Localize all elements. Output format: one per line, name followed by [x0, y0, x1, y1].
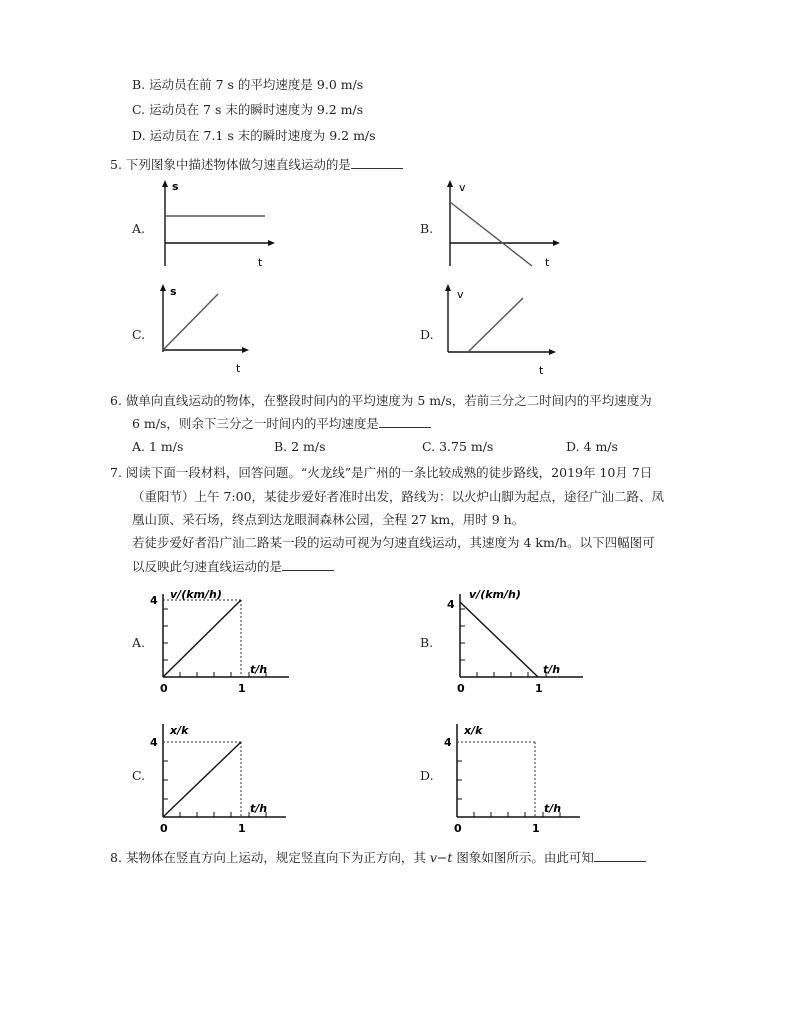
x-axis-label: t/h: [544, 802, 562, 815]
y-axis-label: x/k: [170, 724, 189, 737]
y-axis-label: v: [459, 181, 466, 194]
q6-choice-c: C. 3.75 m/s: [422, 439, 494, 454]
q7-graph-c: [146, 722, 296, 835]
x-tick-label: 1: [535, 682, 543, 695]
y-tick-label: 4: [447, 598, 455, 611]
origin-label: 0: [454, 822, 462, 835]
x-tick-label: 1: [238, 682, 246, 695]
y-axis-label: x/k: [464, 724, 483, 737]
x-arrow: [242, 347, 249, 353]
q4-option-c: C. 运动员在 7 s 末的瞬时速度为 9.2 m/s: [132, 102, 364, 117]
y-tick-label: 4: [444, 736, 452, 749]
q5-graph-a: [150, 178, 280, 273]
q7-line4: 若徒步爱好者沿广汕二路某一段的运动可视为匀速直线运动，其速度为 4 km/h。以下四幅图可: [132, 535, 655, 550]
q6-choice-d: D. 4 m/s: [566, 439, 618, 454]
q5-option-b-label: B.: [420, 221, 434, 236]
q5-graph-d: [433, 282, 563, 377]
q8-stem-part1: 8. 某物体在竖直方向上运动，规定竖直向下为正方向，其: [110, 850, 430, 865]
graph-line: [450, 202, 532, 266]
q7-line2: （重阳节）上午 7:00，某徒步爱好者准时出发，路线为：以火炉山脚为起点，途径广汕二路、凤: [132, 489, 665, 504]
q5-option-c-label: C.: [132, 327, 146, 342]
q8-answer-blank: [594, 849, 646, 862]
y-axis-label: v/(km/h): [170, 588, 222, 601]
x-axis-label: t: [539, 364, 544, 377]
y-arrow: [447, 180, 453, 187]
q7-option-b-label: B.: [420, 635, 434, 650]
x-arrow: [549, 349, 556, 355]
q5-option-d-label: D.: [420, 327, 434, 342]
q5-stem: [110, 156, 403, 173]
q8-stem-vt: v−t: [429, 850, 453, 865]
graph-line: [460, 602, 538, 677]
q7-line5: [132, 558, 334, 575]
origin-label: 0: [160, 682, 168, 695]
y-tick-label: 4: [150, 736, 158, 749]
q7-option-a-label: A.: [132, 635, 146, 650]
x-axis-label: t/h: [250, 663, 268, 676]
graph-line: [163, 294, 218, 350]
y-axis-label: s: [170, 285, 177, 298]
y-axis-label: v: [457, 288, 464, 301]
x-axis-label: t/h: [250, 802, 268, 815]
q7-line5-text: 以反映此匀速直线运动的是: [132, 559, 283, 574]
x-axis-label: t: [236, 362, 241, 375]
y-tick-label: 4: [150, 594, 158, 607]
q4-option-b: B. 运动员在前 7 s 的平均速度是 9.0 m/s: [132, 77, 364, 92]
q7-option-d-label: D.: [420, 768, 434, 783]
q6-choice-a: A. 1 m/s: [132, 439, 184, 454]
q7-option-c-label: C.: [132, 768, 146, 783]
y-arrow: [162, 180, 168, 187]
graph-line: [163, 600, 241, 677]
x-axis-label: t: [258, 256, 263, 269]
q5-graph-b: [435, 178, 565, 273]
x-tick-label: 1: [532, 822, 540, 835]
q7-answer-blank: [282, 558, 334, 571]
q5-stem-text: 5. 下列图象中描述物体做匀速直线运动的是: [110, 157, 351, 172]
x-tick-label: 1: [238, 822, 246, 835]
x-axis-label: t: [545, 256, 550, 269]
q6-stem-line1: 6. 做单向直线运动的物体，在整段时间内的平均速度为 5 m/s，若前三分之二时间内的平均速度为: [110, 393, 652, 408]
q6-answer-blank: [379, 415, 431, 428]
q7-graph-b: [443, 586, 593, 696]
q4-option-d: D. 运动员在 7.1 s 末的瞬时速度为 9.2 m/s: [132, 128, 376, 143]
q6-stem-text: 6 m/s，则余下三分之一时间内的平均速度是: [132, 416, 379, 431]
q8-stem: [110, 849, 646, 866]
x-arrow: [268, 240, 275, 246]
y-axis-label: s: [172, 180, 179, 193]
q6-choice-b: B. 2 m/s: [274, 439, 326, 454]
graph-line: [468, 298, 523, 352]
q6-stem-line2: [132, 415, 431, 432]
y-axis-label: v/(km/h): [469, 588, 521, 601]
q8-stem-part2: 图象如图所示。由此可知: [452, 850, 594, 865]
y-arrow: [160, 284, 166, 291]
graph-line: [163, 742, 241, 817]
x-axis-label: t/h: [543, 663, 561, 676]
origin-label: 0: [457, 682, 465, 695]
q7-line3: 凰山顶、采石场，终点到达龙眼洞森林公园，全程 27 km，用时 9 h。: [132, 512, 525, 527]
q5-graph-c: [148, 282, 278, 377]
x-arrow: [553, 240, 560, 246]
q5-answer-blank: [351, 156, 403, 169]
q7-graph-d: [440, 722, 590, 835]
q7-line1: 7. 阅读下面一段材料，回答问题。“火龙线”是广州的一条比较成熟的徒步路线，2019年 10月 7日: [110, 465, 653, 480]
q7-graph-a: [146, 586, 296, 696]
y-arrow: [445, 284, 451, 291]
origin-label: 0: [160, 822, 168, 835]
q5-option-a-label: A.: [132, 221, 146, 236]
